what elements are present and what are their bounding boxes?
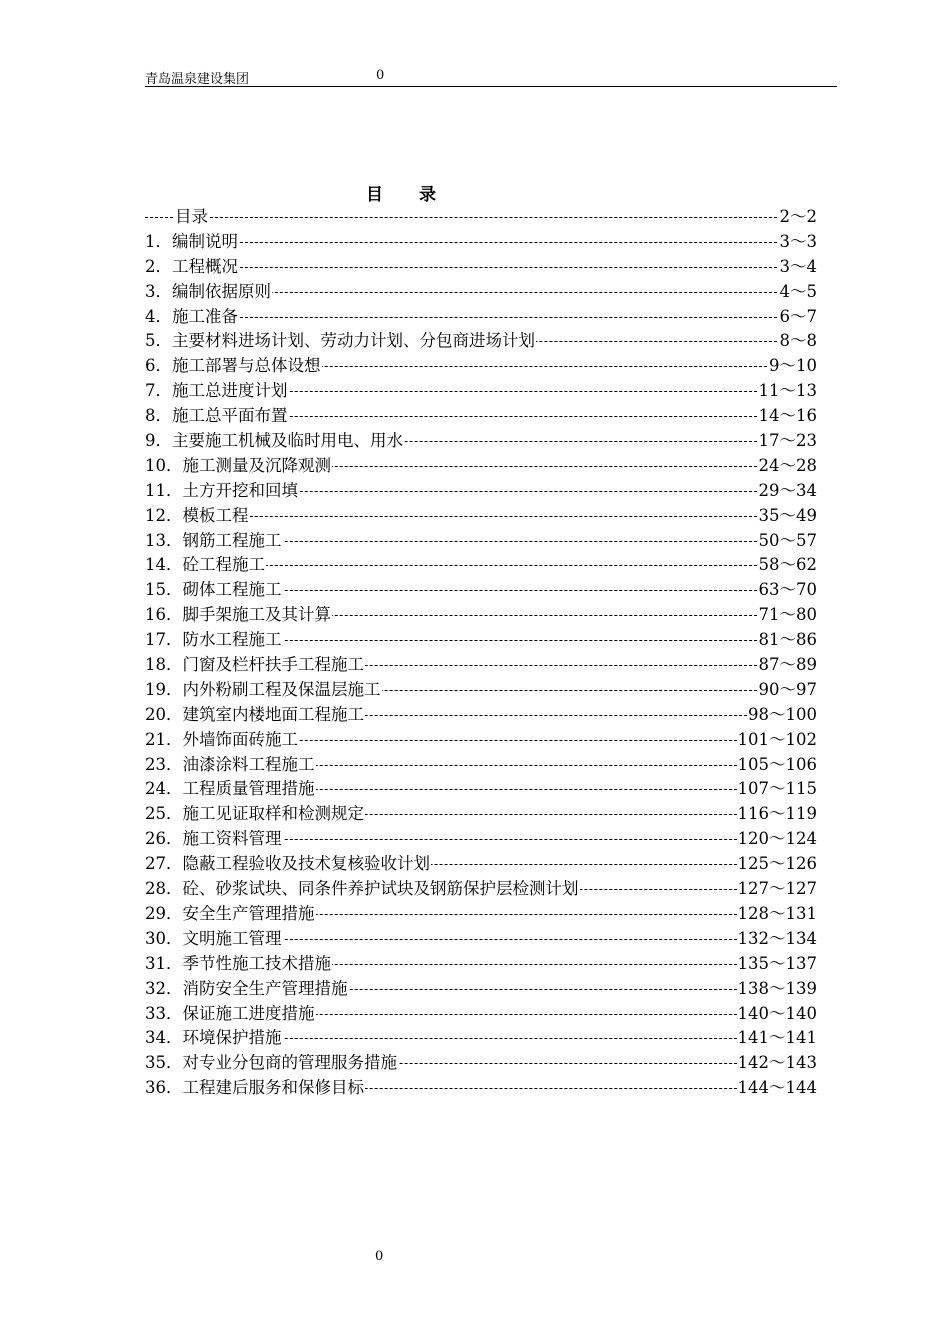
toc-entry[interactable] [145, 454, 817, 479]
toc-entry-label: 砼工程施工 [182, 555, 265, 575]
toc-entry-pages: 132～134 [737, 927, 818, 952]
toc-entry[interactable] [145, 952, 817, 977]
toc-entry[interactable] [145, 354, 817, 379]
toc-entry-label: 砼、砂浆试块、同条件养护试块及钢筋保护层检测计划 [182, 879, 579, 899]
toc-entry-label: 防水工程施工 [182, 630, 282, 650]
toc-entry[interactable] [145, 305, 817, 330]
toc-entry[interactable] [145, 529, 817, 554]
toc-entry[interactable] [145, 1026, 817, 1051]
toc-entry-label: 砌体工程施工 [182, 580, 282, 600]
toc-entry-number: 29． [145, 903, 183, 923]
toc-entry-number: 10． [145, 455, 183, 475]
toc-entry[interactable] [145, 927, 817, 952]
toc-entry[interactable] [145, 852, 817, 877]
table-of-contents [145, 205, 817, 1101]
toc-entry-pages: 11～13 [758, 379, 818, 404]
toc-entry-number: 14． [145, 555, 183, 575]
toc-entry[interactable] [145, 753, 817, 778]
toc-entry-leader [145, 242, 817, 244]
toc-title-char-1: 目 [366, 185, 383, 205]
toc-entry-pages: 98～100 [747, 703, 817, 728]
toc-entry[interactable] [145, 379, 817, 404]
toc-title-char-2: 录 [419, 185, 436, 205]
toc-entry-label: 主要施工机械及临时用电、用水 [172, 431, 403, 451]
toc-entry-pages: 3～3 [779, 230, 818, 255]
toc-entry-number: 21． [145, 729, 183, 749]
toc-entry-pages: 105～106 [737, 753, 818, 778]
toc-entry-label: 隐蔽工程验收及技术复核验收计划 [182, 854, 430, 874]
toc-entry-label: 钢筋工程施工 [182, 530, 282, 550]
toc-entry-label: 施工准备 [172, 306, 238, 326]
toc-entry-pages: 101～102 [737, 728, 818, 753]
toc-entry[interactable] [145, 603, 817, 628]
toc-entry-number: 6． [145, 356, 172, 376]
toc-entry-number: 31． [145, 953, 183, 973]
toc-entry-pages: 63～70 [758, 578, 818, 603]
toc-entry-label: 对专业分包商的管理服务措施 [182, 1053, 397, 1073]
toc-entry-pages: 6～7 [779, 305, 818, 330]
toc-entry-number: 1． [145, 231, 172, 251]
toc-entry-label: 模板工程 [182, 505, 249, 525]
toc-entry-number: 12． [145, 505, 183, 525]
toc-entry[interactable] [145, 1051, 817, 1076]
toc-entry-label: 工程质量管理措施 [182, 779, 315, 799]
toc-entry-pages: 90～97 [758, 678, 818, 703]
toc-entry-number: 23． [145, 754, 183, 774]
toc-entry[interactable] [145, 504, 817, 529]
toc-entry-label: 工程概况 [172, 256, 238, 276]
toc-entry-pages: 71～80 [758, 603, 818, 628]
toc-entry-label: 安全生产管理措施 [182, 903, 315, 923]
toc-entry-label: 编制说明 [172, 231, 238, 251]
toc-entry-pages: 58～62 [758, 553, 818, 578]
toc-entry-label: 施工部署与总体设想 [172, 356, 321, 376]
toc-entry[interactable] [145, 429, 817, 454]
toc-entry[interactable] [145, 728, 817, 753]
toc-entry-number: 3． [145, 281, 172, 301]
header-organization: 青岛温泉建设集团 [145, 72, 250, 87]
toc-entry-number: 2． [145, 256, 172, 276]
toc-entry-leader [145, 317, 817, 319]
toc-entry-pages: 135～137 [737, 952, 818, 977]
toc-entry-label: 施工总平面布置 [172, 406, 288, 426]
toc-entry-number: 24． [145, 779, 183, 799]
toc-entry-label: 内外粉刷工程及保温层施工 [182, 679, 381, 699]
toc-entry-number: 13． [145, 530, 183, 550]
toc-entry-number: 4． [145, 306, 172, 326]
toc-entry-label: 土方开挖和回填 [182, 480, 298, 500]
toc-entry-label: 环境保护措施 [182, 1028, 282, 1048]
toc-entry-number: 36． [145, 1078, 183, 1098]
toc-entry-number: 26． [145, 829, 183, 849]
toc-entry-pages: 125～126 [737, 852, 818, 877]
toc-entry[interactable] [145, 1076, 817, 1101]
toc-entry-pages: 35～49 [758, 504, 818, 529]
toc-entry-pages: 142～143 [737, 1051, 818, 1076]
toc-entry-pages: 144～144 [737, 1076, 818, 1101]
toc-entry-label: 编制依据原则 [172, 281, 271, 301]
toc-entry-pages: 87～89 [758, 653, 818, 678]
toc-entry-leader [145, 267, 817, 269]
toc-entry-number: 8． [145, 406, 172, 426]
toc-entry-pages: 29～34 [758, 479, 818, 504]
toc-entry[interactable] [145, 280, 817, 305]
page-footer-number: 0 [375, 1249, 384, 1264]
toc-entry[interactable] [145, 1002, 817, 1027]
toc-entry-label: 保证施工进度措施 [182, 1003, 315, 1023]
toc-entry[interactable] [145, 703, 817, 728]
page-header [145, 66, 837, 87]
toc-entry-pages: 128～131 [737, 902, 818, 927]
toc-entry-number: 9． [145, 431, 172, 451]
toc-entry-pages: 81～86 [758, 628, 818, 653]
header-page-number: 0 [376, 68, 385, 83]
toc-entry-pages: 140～140 [737, 1002, 818, 1027]
toc-entry[interactable] [145, 628, 817, 653]
toc-entry-pages: 138～139 [737, 977, 818, 1002]
toc-entry-pages: 127～127 [737, 877, 818, 902]
toc-entry[interactable] [145, 827, 817, 852]
toc-entry-number: 32． [145, 978, 183, 998]
toc-entry-number: 15． [145, 580, 183, 600]
toc-entry-label: 主要材料进场计划、劳动力计划、分包商进场计划 [172, 331, 535, 351]
toc-entry-pages: 24～28 [758, 454, 818, 479]
toc-entry-label: 季节性施工技术措施 [182, 953, 331, 973]
toc-entry-number: 17． [145, 630, 183, 650]
toc-entry-number: 20． [145, 704, 183, 724]
toc-entry[interactable] [145, 977, 817, 1002]
toc-entry-label: 门窗及栏杆扶手工程施工 [182, 655, 364, 675]
toc-entry-leader [145, 217, 817, 219]
toc-entry-number: 25． [145, 804, 183, 824]
toc-entry-label: 油漆涂料工程施工 [182, 754, 315, 774]
toc-entry-label: 施工总进度计划 [172, 381, 288, 401]
toc-entry-label: 消防安全生产管理措施 [182, 978, 348, 998]
toc-entry-number: 28． [145, 879, 183, 899]
toc-entry-pages: 2～2 [779, 205, 818, 230]
toc-entry-number: 19． [145, 679, 183, 699]
toc-entry[interactable] [145, 205, 817, 230]
toc-entry[interactable] [145, 653, 817, 678]
toc-entry-number: 35． [145, 1053, 183, 1073]
toc-entry-number: 30． [145, 928, 183, 948]
toc-entry-pages: 107～115 [737, 777, 818, 802]
toc-entry-label: 脚手架施工及其计算 [182, 605, 331, 625]
toc-entry-label: 文明施工管理 [182, 928, 282, 948]
toc-entry[interactable] [145, 578, 817, 603]
toc-entry-number: 33． [145, 1003, 183, 1023]
toc-entry[interactable] [145, 255, 817, 280]
toc-entry[interactable] [145, 678, 817, 703]
toc-entry[interactable] [145, 802, 817, 827]
toc-entry-pages: 17～23 [758, 429, 818, 454]
toc-entry-pages: 9～10 [768, 354, 817, 379]
toc-entry-number: 11． [145, 480, 183, 500]
toc-entry-label: 施工见证取样和检测规定 [182, 804, 364, 824]
toc-entry-number: 27． [145, 854, 183, 874]
toc-title [366, 180, 436, 205]
toc-entry[interactable] [145, 902, 817, 927]
toc-entry-label: 工程建后服务和保修目标 [182, 1078, 364, 1098]
toc-entry[interactable] [145, 553, 817, 578]
toc-entry-pages: 120～124 [737, 827, 818, 852]
toc-entry-pages: 4～5 [779, 280, 818, 305]
toc-entry-number: 7． [145, 381, 172, 401]
toc-entry-number: 5． [145, 331, 172, 351]
toc-entry-label: 建筑室内楼地面工程施工 [182, 704, 364, 724]
toc-entry-number: 34． [145, 1028, 183, 1048]
toc-entry-pages: 116～119 [737, 802, 818, 827]
toc-entry[interactable] [145, 404, 817, 429]
toc-entry[interactable] [145, 877, 817, 902]
toc-entry-label: 外墙饰面砖施工 [182, 729, 298, 749]
toc-entry[interactable] [145, 777, 817, 802]
toc-entry-pages: 3～4 [779, 255, 818, 280]
toc-entry[interactable] [145, 230, 817, 255]
toc-entry-number: 16． [145, 605, 183, 625]
toc-entry-label: 施工资料管理 [182, 829, 282, 849]
toc-entry-pages: 141～141 [737, 1026, 818, 1051]
toc-entry-label: 目录 [175, 207, 208, 226]
toc-entry-pages: 14～16 [758, 404, 818, 429]
toc-entry-pages: 8～8 [779, 329, 818, 354]
toc-entry[interactable] [145, 329, 817, 354]
toc-entry-label: 施工测量及沉降观测 [182, 455, 331, 475]
toc-entry[interactable] [145, 479, 817, 504]
toc-entry-number: 18． [145, 655, 183, 675]
toc-entry-pages: 50～57 [758, 529, 818, 554]
